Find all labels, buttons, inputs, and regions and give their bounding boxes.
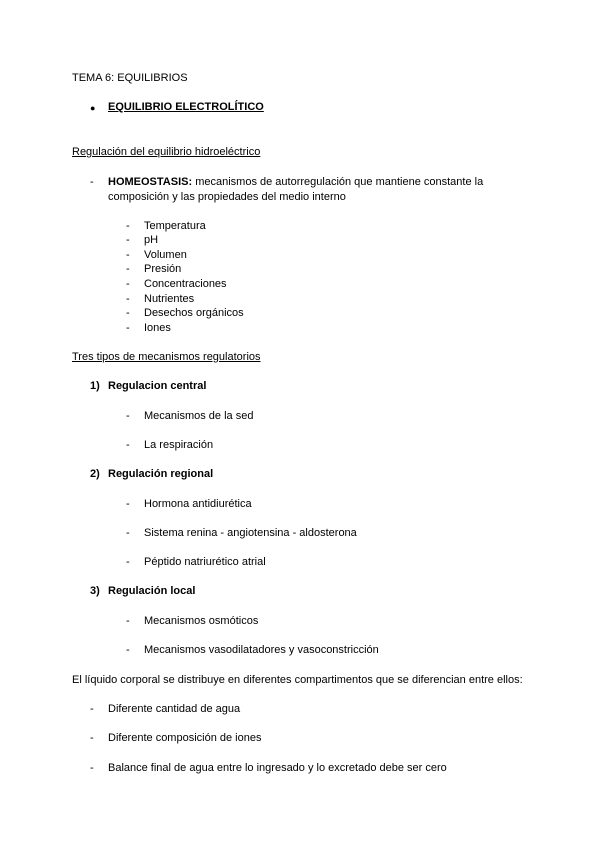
dash-marker: - [126, 278, 130, 290]
list-item: Nutrientes [144, 293, 195, 305]
mechanism-number: 2) [90, 468, 100, 480]
dash-marker: - [126, 293, 130, 305]
list-item: Concentraciones [144, 278, 227, 290]
dash-marker: - [126, 263, 130, 275]
dash-marker: - [126, 527, 130, 539]
dash-marker: - [90, 703, 94, 715]
dash-marker: - [126, 439, 130, 451]
dash-marker: - [126, 234, 130, 246]
list-item: Hormona antidiurética [144, 498, 252, 510]
mechanism-title: Regulación local [108, 585, 196, 597]
list-item: Presión [144, 263, 182, 275]
dash-marker: - [90, 732, 94, 744]
dash-marker: - [126, 556, 130, 568]
list-item: Iones [144, 322, 171, 334]
list-item: pH [144, 234, 159, 246]
body-paragraph: El líquido corporal se distribuye en diferentes compartimentos que se diferencian entre ellos: [72, 674, 523, 686]
list-item: Volumen [144, 249, 187, 261]
list-item: Péptido natriurético atrial [144, 556, 266, 568]
dash-marker: - [90, 176, 94, 188]
mechanism-title: Regulacion central [108, 380, 207, 392]
dash-marker: - [126, 220, 130, 232]
dash-marker: - [126, 322, 130, 334]
list-item: Balance final de agua entre lo ingresado y lo excretado debe ser cero [108, 762, 447, 774]
homeostasis-term: HOMEOSTASIS: [108, 176, 193, 188]
list-item: Temperatura [144, 220, 206, 232]
list-item: Diferente composición de iones [108, 732, 262, 744]
dash-marker: - [126, 644, 130, 656]
homeostasis-line-1 [108, 176, 483, 188]
homeostasis-definition: mecanismos de autorregulación que mantiene constante la [195, 176, 484, 188]
list-item: Sistema renina - angiotensina - aldosterona [144, 527, 357, 539]
dash-marker: - [126, 615, 130, 627]
list-item: Diferente cantidad de agua [108, 703, 241, 715]
list-item: Desechos orgánicos [144, 307, 244, 319]
subheading-regulation: Regulación del equilibrio hidroeléctrico [72, 146, 261, 158]
dash-marker: - [126, 410, 130, 422]
list-item: Mecanismos osmóticos [144, 615, 259, 627]
dash-marker: - [126, 249, 130, 261]
dash-marker: - [126, 498, 130, 510]
mechanism-title: Regulación regional [108, 468, 214, 480]
list-item: Mecanismos de la sed [144, 410, 254, 422]
homeostasis-line-2: composición y las propiedades del medio interno [108, 191, 346, 203]
list-item: Mecanismos vasodilatadores y vasoconstricción [144, 644, 379, 656]
dash-marker: - [126, 307, 130, 319]
list-item: La respiración [144, 439, 214, 451]
subheading-mechanisms: Tres tipos de mecanismos regulatorios [72, 351, 261, 363]
mechanism-number: 1) [90, 380, 100, 392]
bullet-icon: ● [90, 103, 96, 113]
section-heading: EQUILIBRIO ELECTROLÍTICO [108, 101, 264, 113]
page-title: TEMA 6: EQUILIBRIOS [72, 72, 188, 84]
dash-marker: - [90, 762, 94, 774]
mechanism-number: 3) [90, 585, 100, 597]
